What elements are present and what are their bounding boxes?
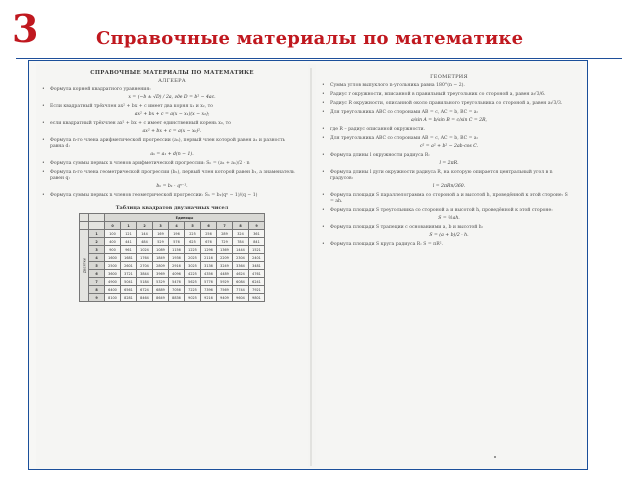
table-cell: 6084 [233, 278, 249, 286]
table-cell: 3844 [137, 270, 153, 278]
table-cell: 7744 [233, 286, 249, 294]
table-cell: 1600 [105, 254, 121, 262]
algebra-formula: ax² + bx + c = a(x − x₀)². [142, 129, 202, 134]
table-tens-cell: 8 [89, 286, 105, 294]
table-cell: 225 [185, 230, 201, 238]
table-row [80, 230, 265, 238]
geometry-item: • где R – радиус описанной окружности. [316, 127, 582, 133]
algebra-item: • Формула суммы первых n членов геометрической прогрессии: Sₙ = b₁(qⁿ − 1)/(q − 1) [36, 193, 308, 199]
table-cell: 2304 [233, 254, 249, 262]
algebra-item: • Формула суммы первых n членов арифметической прогрессии: Sₙ = (a₁ + aₙ)/2 · n [36, 161, 308, 167]
table-cell: 144 [137, 230, 153, 238]
table-unit-header: 5 [185, 222, 201, 230]
table-tens-cell: 1 [89, 230, 105, 238]
table-cell: 3721 [121, 270, 137, 278]
table-cell: 1369 [217, 246, 233, 254]
table-row [80, 286, 265, 294]
table-cell: 841 [249, 238, 265, 246]
table-side-label: Десятки [80, 230, 89, 302]
title-divider [16, 58, 622, 59]
table-unit-header: 7 [217, 222, 233, 230]
table-cell: 6561 [121, 286, 137, 294]
left-page [36, 64, 308, 468]
table-cell: 1521 [249, 246, 265, 254]
table-cell: 4356 [201, 270, 217, 278]
table-cell: 8281 [121, 294, 137, 302]
geometry-item: • Формула длины l дуги окружности радиуса R, на которую опирается центральный угол в n градусов: [316, 170, 582, 182]
page-mark [494, 456, 496, 458]
table-cell: 3136 [201, 262, 217, 270]
table-cell: 2025 [185, 254, 201, 262]
table-corner [80, 222, 89, 230]
geometry-item: • Для треугольника ABC со сторонами AB = c, AC = b, BC = a: [316, 136, 582, 142]
table-cell: 4900 [105, 278, 121, 286]
table-cell: 100 [105, 230, 121, 238]
algebra-item: • Формула n-го члена арифметической прогрессии (aₙ), первый член которой равен a₁ и разность равна d: [36, 138, 308, 150]
algebra-items [36, 87, 308, 199]
geometry-item: • Формула площади S параллелограмма со стороной a и высотой h, проведённой к этой стороне: S = ah. [316, 193, 582, 205]
table-cell: 3249 [217, 262, 233, 270]
algebra-item: • Формула корней квадратного уравнения: [36, 87, 308, 93]
table-cell: 256 [201, 230, 217, 238]
table-unit-header: 6 [201, 222, 217, 230]
table-cell: 121 [121, 230, 137, 238]
table-cell: 484 [137, 238, 153, 246]
table-cell: 2209 [217, 254, 233, 262]
table-cell: 7396 [201, 286, 217, 294]
table-cell: 8836 [169, 294, 185, 302]
table-cell: 576 [169, 238, 185, 246]
table-unit-header: 2 [137, 222, 153, 230]
geometry-formula: l = 2πR. [439, 161, 459, 166]
table-cell: 4225 [185, 270, 201, 278]
table-cell: 1225 [185, 246, 201, 254]
table-unit-header: 9 [249, 222, 265, 230]
table-cell: 3364 [233, 262, 249, 270]
geometry-item: • Радиус R окружности, описанной около правильного треугольника со стороной a, равен a√3/3. [316, 101, 582, 107]
table-cell: 9025 [185, 294, 201, 302]
geometry-item: • Формула площади S круга радиуса R: S = πR². [316, 242, 582, 248]
table-cell: 961 [121, 246, 137, 254]
geometry-formula: S = ½ah. [438, 216, 460, 221]
table-cell: 5625 [185, 278, 201, 286]
table-cell: 3481 [249, 262, 265, 270]
table-cell: 5041 [121, 278, 137, 286]
table-cell: 1444 [233, 246, 249, 254]
table-tens-cell: 5 [89, 262, 105, 270]
table-unit-header: 1 [121, 222, 137, 230]
table-row [80, 278, 265, 286]
table-header-units: Единицы [105, 214, 265, 222]
algebra-formula: bₙ = b₁ · qⁿ⁻¹. [156, 184, 188, 189]
table-cell: 3969 [153, 270, 169, 278]
table-cell: 3025 [185, 262, 201, 270]
table-cell: 400 [105, 238, 121, 246]
table-cell: 8649 [153, 294, 169, 302]
table-unit-header: 8 [233, 222, 249, 230]
table-cell: 1936 [169, 254, 185, 262]
table-cell: 2916 [169, 262, 185, 270]
table-cell: 1156 [169, 246, 185, 254]
table-cell: 5476 [169, 278, 185, 286]
geometry-items [316, 83, 582, 248]
algebra-section-title: АЛГЕБРА [158, 78, 186, 84]
slide-title: Справочные материалы по математике [96, 28, 524, 49]
table-cell: 5329 [153, 278, 169, 286]
table-cell: 2704 [137, 262, 153, 270]
table-cell: 7225 [185, 286, 201, 294]
table-cell: 324 [233, 230, 249, 238]
table-cell: 1024 [137, 246, 153, 254]
table-cell: 5776 [201, 278, 217, 286]
table-cell: 3600 [105, 270, 121, 278]
geometry-item: • Формула площади S трапеции с основаниями a, b и высотой h: [316, 225, 582, 231]
table-cell: 4624 [233, 270, 249, 278]
table-cell: 6400 [105, 286, 121, 294]
table-cell: 9216 [201, 294, 217, 302]
table-cell: 1764 [137, 254, 153, 262]
table-cell: 4096 [169, 270, 185, 278]
table-cell: 4489 [217, 270, 233, 278]
table-unit-header: 0 [105, 222, 121, 230]
table-cell: 9409 [217, 294, 233, 302]
table-cell: 625 [185, 238, 201, 246]
table-cell: 2500 [105, 262, 121, 270]
table-cell: 4761 [249, 270, 265, 278]
scanned-document [36, 64, 582, 468]
table-row [80, 238, 265, 246]
table-cell: 289 [217, 230, 233, 238]
squares-table [79, 213, 265, 302]
geometry-formula: c² = a² + b² − 2ab·cos C. [419, 144, 479, 149]
geometry-item: • Формула площади S треугольника со стороной a и высотой h, проведённой к этой стороне: [316, 208, 582, 214]
geometry-item: • Формула длины l окружности радиуса R: [316, 153, 582, 159]
table-tens-cell: 4 [89, 254, 105, 262]
table-tens-cell: 6 [89, 270, 105, 278]
table-cell: 2601 [121, 262, 137, 270]
slide-number: 3 [12, 6, 39, 51]
left-page-heading: СПРАВОЧНЫЕ МАТЕРИАЛЫ ПО МАТЕМАТИКЕ [90, 70, 254, 76]
squares-table-title: Таблица квадратов двузначных чисел [115, 205, 229, 211]
table-unit-header: 3 [153, 222, 169, 230]
table-cell: 441 [121, 238, 137, 246]
geometry-formula: a/sin A = b/sin B = c/sin C = 2R, [411, 118, 487, 123]
table-cell: 6889 [153, 286, 169, 294]
table-cell: 6241 [249, 278, 265, 286]
table-cell: 8100 [105, 294, 121, 302]
right-page [316, 64, 582, 468]
algebra-item: • Формула n-го члена геометрической прогрессии (bₙ), первый член которой равен b₁, а знаменатель равен q: [36, 170, 308, 182]
table-cell: 7921 [249, 286, 265, 294]
table-cell: 676 [201, 238, 217, 246]
table-cell: 5184 [137, 278, 153, 286]
table-cell: 8464 [137, 294, 153, 302]
geometry-item: • Сумма углов выпуклого n-угольника равна 180°(n − 2). [316, 83, 582, 89]
page-fold [310, 68, 312, 466]
table-cell: 5929 [217, 278, 233, 286]
table-cell: 2809 [153, 262, 169, 270]
table-row [80, 262, 265, 270]
table-cell: 1089 [153, 246, 169, 254]
table-corner [80, 214, 89, 222]
table-corner [89, 222, 105, 230]
table-cell: 196 [169, 230, 185, 238]
geometry-formula: S = (a + b)/2 · h. [429, 233, 469, 238]
table-cell: 784 [233, 238, 249, 246]
table-tens-cell: 3 [89, 246, 105, 254]
table-unit-header: 4 [169, 222, 185, 230]
algebra-formula: aₙ = a₁ + d(n − 1). [150, 152, 194, 157]
table-row [80, 294, 265, 302]
table-cell: 2116 [201, 254, 217, 262]
algebra-item: • если квадратный трёхчлен ax² + bx + c имеет единственный корень x₀, то [36, 121, 308, 127]
geometry-formula: l = 2πRn/360. [432, 184, 466, 189]
algebra-formula: x = (−b ± √D) / 2a, где D = b² − 4ac. [128, 95, 216, 100]
table-cell: 1849 [153, 254, 169, 262]
table-cell: 900 [105, 246, 121, 254]
table-cell: 169 [153, 230, 169, 238]
geometry-item: • Для треугольника ABC со сторонами AB = c, AC = b, BC = a: [316, 110, 582, 116]
table-cell: 7569 [217, 286, 233, 294]
table-cell: 9604 [233, 294, 249, 302]
table-cell: 2401 [249, 254, 265, 262]
table-tens-cell: 2 [89, 238, 105, 246]
geometry-section-title: ГЕОМЕТРИЯ [430, 74, 468, 80]
table-cell: 1681 [121, 254, 137, 262]
algebra-item: • Если квадратный трёхчлен ax² + bx + c имеет два корня x₁ и x₂, то [36, 104, 308, 110]
table-row [80, 246, 265, 254]
table-cell: 6724 [137, 286, 153, 294]
table-corner [89, 214, 105, 222]
table-row [80, 270, 265, 278]
table-cell: 529 [153, 238, 169, 246]
table-cell: 729 [217, 238, 233, 246]
table-cell: 7056 [169, 286, 185, 294]
table-tens-cell: 7 [89, 278, 105, 286]
table-row [80, 254, 265, 262]
table-cell: 1296 [201, 246, 217, 254]
algebra-formula: ax² + bx + c = a(x − x₁)(x − x₂); [134, 112, 210, 117]
geometry-item: • Радиус r окружности, вписанной в правильный треугольник со стороной a, равен a√3/6. [316, 92, 582, 98]
table-tens-cell: 9 [89, 294, 105, 302]
table-cell: 361 [249, 230, 265, 238]
table-cell: 9801 [249, 294, 265, 302]
